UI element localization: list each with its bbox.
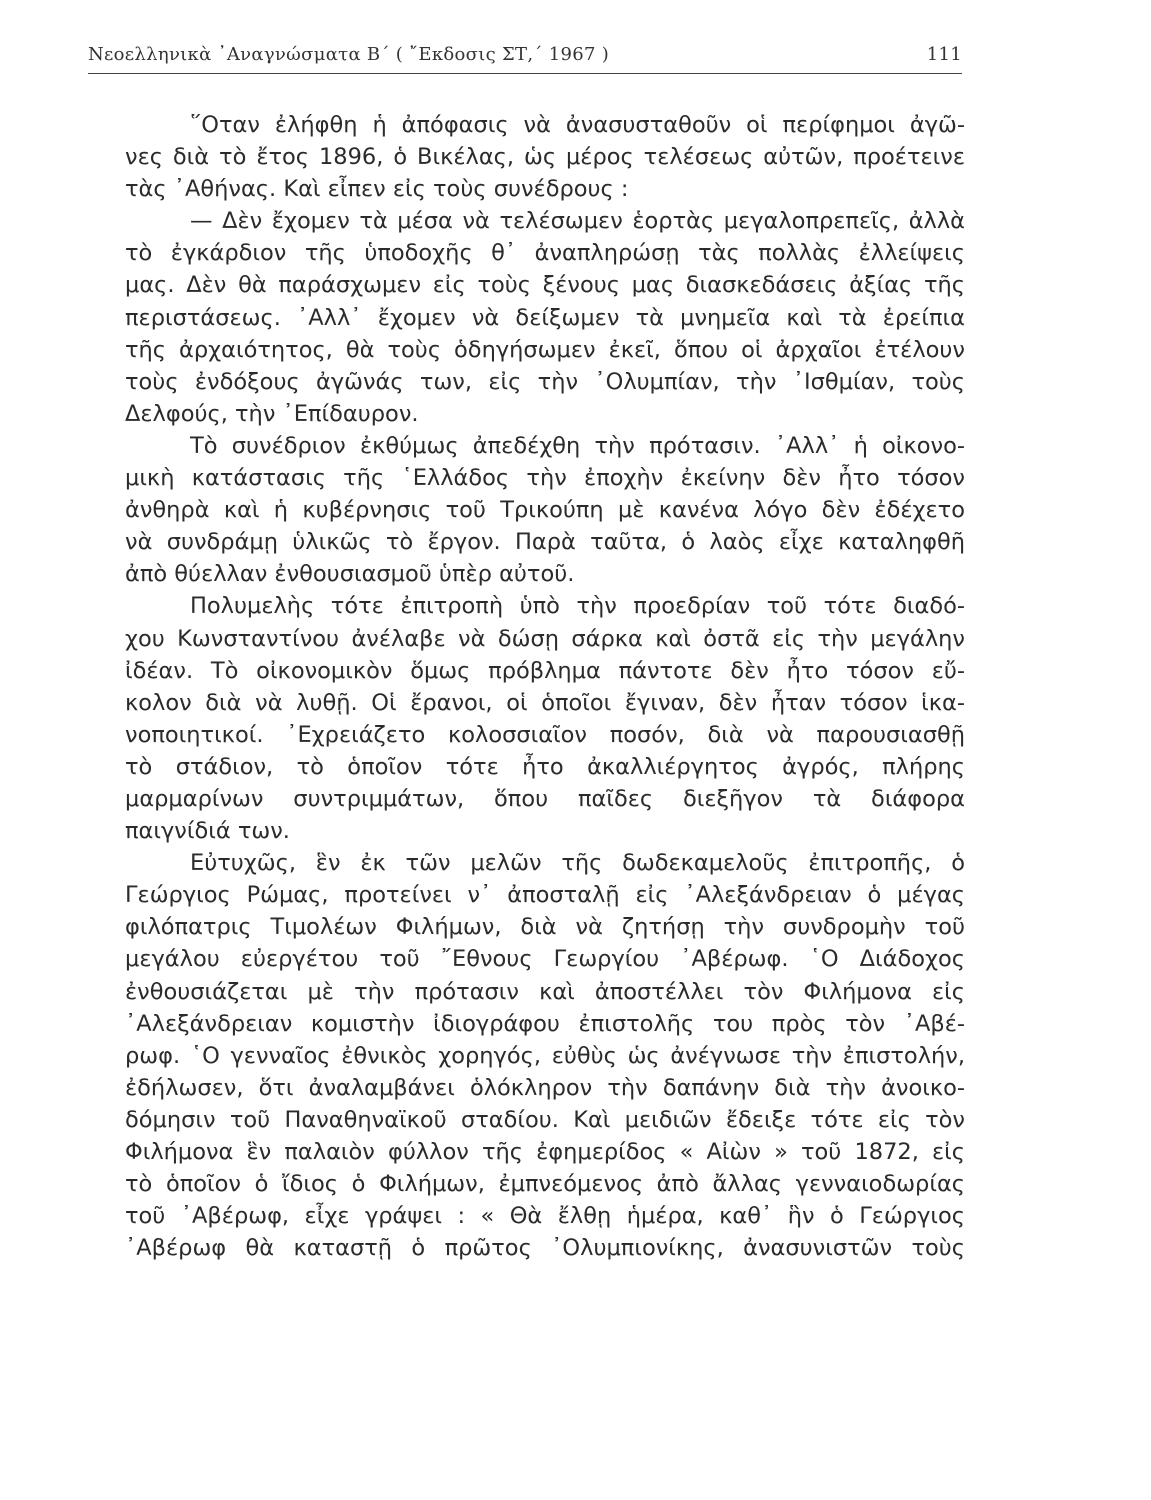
text-line: μικὴ κατάστασις τῆς ῾Ελλάδος τὴν ἐποχὴν ἐκείνην δὲν ἦτο τόσον [125, 465, 965, 492]
text-line: — Δὲν ἔχομεν τὰ μέσα νὰ τελέσωμεν ἑορτὰς μεγαλοπρεπεῖς, ἀλλὰ [190, 208, 965, 235]
text-line: τὸ ὁποῖον ὁ ἴδιος ὁ Φιλήμων, ἐμπνεόμενος ἀπὸ ἄλλας γενναιοδωρίας [125, 1171, 965, 1198]
text-line: ρωφ. ῾Ο γενναῖος ἐθνικὸς χορηγός, εὐθὺς ὡς ἀνέγνωσε τὴν ἐπιστολήν, [125, 1042, 965, 1069]
text-line: τοὺς ἐνδόξους ἀγῶνάς των, εἰς τὴν ᾿Ολυμπίαν, τὴν ᾿Ισθμίαν, τοὺς [125, 368, 965, 395]
text-line: τὸ στάδιον, τὸ ὁποῖον τότε ἦτο ἀκαλλιέργητος ἀγρός, πλήρης [125, 753, 965, 780]
text-line: Φιλήμονα ἓν παλαιὸν φύλλον τῆς ἐφημερίδος « Αἰὼν » τοῦ 1872, εἰς [125, 1139, 965, 1165]
text-line: κολον διὰ νὰ λυθῇ. Οἱ ἔρανοι, οἱ ὁποῖοι ἔγιναν, δὲν ἦταν τόσον ἱκα- [125, 689, 965, 716]
text-line: ἀπὸ θύελλαν ἐνθουσιασμοῦ ὑπὲρ αὐτοῦ. [125, 561, 575, 588]
text-line: ἀνθηρὰ καὶ ἡ κυβέρνησις τοῦ Τρικούπη μὲ κανένα λόγο δὲν ἐδέχετο [125, 497, 965, 524]
text-line: Δελφούς, τὴν ᾿Επίδαυρον. [125, 400, 419, 427]
running-title: Νεοελληνικὰ ᾿Αναγνώσματα Β΄ ( ῎Εκδοσις ΣΤ,΄ 1967 ) [88, 44, 610, 65]
text-line: Πολυμελὴς τότε ἐπιτροπὴ ὑπὸ τὴν προεδρίαν τοῦ τότε διαδό- [190, 593, 965, 620]
text-line: ῞Οταν ἐλήφθη ἡ ἀπόφασις νὰ ἀνασυσταθοῦν οἱ περίφημοι ἀγῶ- [190, 112, 965, 138]
text-line: νοποιητικοί. ᾿Εχρειάζετο κολοσσιαῖον ποσόν, διὰ νὰ παρουσιασθῇ [125, 721, 965, 748]
text-line: τὰς ᾿Αθήνας. Καὶ εἶπεν εἰς τοὺς συνέδρους : [125, 176, 629, 203]
text-line: μεγάλου εὐεργέτου τοῦ ῎Εθνους Γεωργίου ᾿Αβέρωφ. ῾Ο Διάδοχος [125, 946, 965, 973]
text-line: ἐνθουσιάζεται μὲ τὴν πρότασιν καὶ ἀποστέλλει τὸν Φιλήμονα εἰς [125, 978, 965, 1005]
text-line: ᾿Αβέρωφ θὰ καταστῇ ὁ πρῶτος ᾿Ολυμπιονίκης, ἀνασυνιστῶν τοὺς [125, 1235, 965, 1262]
text-line: περιστάσεως. ᾿Αλλ᾿ ἔχομεν νὰ δείξωμεν τὰ μνημεῖα καὶ τὰ ἐρείπια [125, 304, 965, 331]
text-line: ἰδέαν. Τὸ οἰκονομικὸν ὅμως πρόβλημα πάντοτε δὲν ἦτο τόσον εὔ- [125, 657, 965, 684]
text-line: τῆς ἀρχαιότητος, θὰ τοὺς ὁδηγήσωμεν ἐκεῖ, ὅπου οἱ ἀρχαῖοι ἐτέλουν [125, 336, 965, 363]
text-line: μας. Δὲν θὰ παράσχωμεν εἰς τοὺς ξένους μας διασκεδάσεις ἀξίας τῆς [125, 272, 965, 299]
text-line: χου Κωνσταντίνου ἀνέλαβε νὰ δώσῃ σάρκα καὶ ὀστᾶ εἰς τὴν μεγάλην [125, 625, 965, 652]
text-line: νες διὰ τὸ ἔτος 1896, ὁ Βικέλας, ὡς μέρος τελέσεως αὐτῶν, προέτεινε [125, 144, 965, 171]
text-line: ἐδήλωσεν, ὅτι ἀναλαμβάνει ὁλόκληρον τὴν δαπάνην διὰ τὴν ἀνοικο- [125, 1074, 965, 1101]
text-line: τὸ ἐγκάρδιον τῆς ὑποδοχῆς θ᾿ ἀναπληρώσῃ τὰς πολλὰς ἐλλείψεις [125, 240, 965, 267]
header-rule [88, 73, 962, 74]
text-line: νὰ συνδράμῃ ὑλικῶς τὸ ἔργον. Παρὰ ταῦτα, ὁ λαὸς εἶχε καταληφθῆ [125, 529, 965, 556]
text-line: τοῦ ᾿Αβέρωφ, εἶχε γράψει : « Θὰ ἔλθῃ ἡμέρα, καθ᾿ ἣν ὁ Γεώργιος [125, 1203, 965, 1230]
page-number: 111 [926, 44, 962, 65]
text-line: ᾿Αλεξάνδρειαν κομιστὴν ἰδιογράφου ἐπιστολῆς του πρὸς τὸν ᾿Αβέ- [125, 1010, 965, 1037]
running-header [88, 40, 962, 74]
text-line: μαρμαρίνων συντριμμάτων, ὅπου παῖδες διεξῆγον τὰ διάφορα [125, 785, 965, 812]
text-line: δόμησιν τοῦ Παναθηναϊκοῦ σταδίου. Καὶ μειδιῶν ἔδειξε τότε εἰς τὸν [125, 1106, 965, 1133]
text-line: Γεώργιος Ρώμας, προτείνει ν᾿ ἀποσταλῇ εἰς ᾿Αλεξάνδρειαν ὁ μέγας [125, 882, 965, 909]
text-line: Εὐτυχῶς, ἓν ἐκ τῶν μελῶν τῆς δωδεκαμελοῦς ἐπιτροπῆς, ὁ [190, 850, 965, 877]
text-line: φιλόπατρις Τιμολέων Φιλήμων, διὰ νὰ ζητήσῃ τὴν συνδρομὴν τοῦ [125, 914, 965, 941]
body-text [125, 109, 965, 1264]
text-line: παιγνίδιά των. [125, 818, 290, 845]
text-line: Τὸ συνέδριον ἐκθύμως ἀπεδέχθη τὴν πρότασιν. ᾿Αλλ᾿ ἡ οἰκονο- [190, 432, 965, 459]
